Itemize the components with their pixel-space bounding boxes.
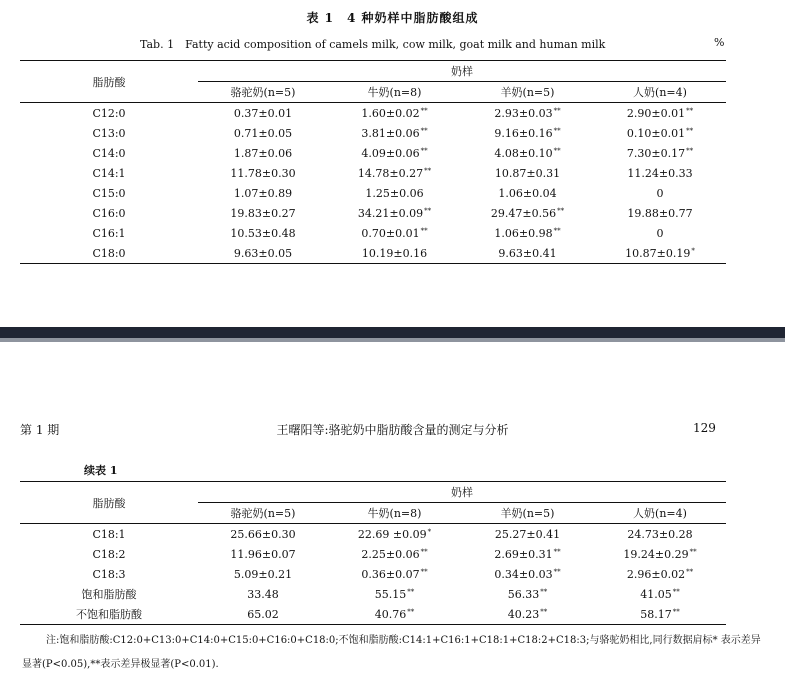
- cell-value: 34.21±0.09: [357, 206, 424, 220]
- table-cell: [328, 584, 461, 604]
- table-cell: [198, 163, 328, 183]
- row-label: C16:0: [92, 206, 126, 220]
- cell-value: 55.15: [374, 587, 407, 601]
- page-separator-dark: [0, 327, 785, 338]
- significance-mark: **: [424, 206, 432, 215]
- row-label: 不饱和脂肪酸: [76, 608, 142, 621]
- table-cell: [461, 103, 594, 124]
- continued-table-label: 续表 1: [84, 464, 118, 477]
- significance-mark: **: [553, 547, 561, 556]
- row-label: C18:0: [92, 246, 126, 260]
- table-cell: [461, 544, 594, 564]
- table-cell: [198, 223, 328, 243]
- cell-value: 1.06±0.98: [494, 226, 553, 240]
- cell-value: 65.02: [247, 607, 279, 621]
- table-body: [20, 524, 726, 625]
- table-cell: [461, 143, 594, 163]
- table-row: [20, 163, 726, 183]
- significance-mark: **: [689, 547, 697, 556]
- cell-value: 0.71±0.05: [233, 126, 293, 140]
- column-header: 骆驼奶(n=5): [198, 82, 328, 103]
- table-cell: [198, 544, 328, 564]
- table-footnote: 注:饱和脂肪酸:C12:0+C13:0+C14:0+C15:0+C16:0+C18:0;不饱和脂肪酸:C14:1+C16:1+C18:1+C18:2+C18:3;与骆驼奶相比,同行数据肩标* 表示差异显著(P<0.05),**表示差异极显著(P<0.01).: [22, 635, 761, 670]
- table-row: [20, 584, 726, 604]
- table-row: [20, 524, 726, 545]
- table-title-en: Tab. 1 Fatty acid composition of camels milk, cow milk, goat milk and human milk: [140, 38, 606, 51]
- cell-value: 14.78±0.27: [357, 166, 424, 180]
- cell-value: 58.17: [640, 607, 672, 621]
- cell-value: 0.37±0.01: [233, 106, 293, 120]
- cell-value: 25.27±0.41: [494, 527, 561, 541]
- table-cell: [461, 243, 594, 264]
- significance-mark: **: [553, 567, 561, 576]
- row-label: C14:0: [92, 146, 126, 160]
- table-cell: [461, 564, 594, 584]
- table-cell: [594, 163, 726, 183]
- table-cell: [594, 123, 726, 143]
- cell-value: 2.25±0.06: [361, 547, 420, 561]
- significance-mark: **: [553, 146, 561, 155]
- cell-value: 9.63±0.05: [233, 246, 293, 260]
- significance-mark: **: [686, 106, 694, 115]
- cell-value: 0.70±0.01: [361, 226, 420, 240]
- table-title-cn: 表 1 4 种奶样中脂肪酸组成: [306, 11, 479, 25]
- table-cell: [594, 203, 726, 223]
- table-cell: [328, 243, 461, 264]
- table-cell: [461, 223, 594, 243]
- table-cell: [198, 564, 328, 584]
- cell-value: 10.87±0.31: [494, 166, 561, 180]
- cell-value: 0.10±0.01: [626, 126, 686, 140]
- table-body: [20, 103, 726, 264]
- table-cell: [594, 103, 726, 124]
- header-milk-sample: 奶样: [198, 482, 726, 503]
- cell-value: 33.48: [247, 587, 279, 601]
- cell-value: 2.69±0.31: [494, 547, 553, 561]
- cell-value: 25.66±0.30: [230, 527, 296, 541]
- fatty-acid-table: [20, 60, 726, 264]
- cell-value: 4.09±0.06: [361, 146, 420, 160]
- cell-value: 2.96±0.02: [626, 567, 686, 581]
- significance-mark: **: [686, 567, 694, 576]
- cell-value: 1.87±0.06: [233, 146, 293, 160]
- row-label: 饱和脂肪酸: [81, 588, 137, 601]
- table-cell: [198, 183, 328, 203]
- table-cell: [328, 143, 461, 163]
- significance-mark: **: [420, 567, 428, 576]
- table-cell: [594, 604, 726, 625]
- cell-value: 10.19±0.16: [361, 246, 428, 260]
- table-cell: [328, 564, 461, 584]
- table-cell: [198, 584, 328, 604]
- significance-mark: **: [420, 547, 428, 556]
- cell-value: 2.90±0.01: [626, 106, 686, 120]
- table-row: [20, 243, 726, 264]
- significance-mark: **: [553, 126, 561, 135]
- significance-mark: **: [672, 587, 680, 596]
- significance-mark: **: [553, 106, 561, 115]
- cell-value: 10.53±0.48: [230, 226, 296, 240]
- cell-value: 1.07±0.89: [233, 186, 293, 200]
- table-cell: [594, 584, 726, 604]
- table-row: [20, 223, 726, 243]
- table-cell: [461, 163, 594, 183]
- table-unit: %: [714, 36, 725, 49]
- table-cell: [198, 604, 328, 625]
- row-label: C14:1: [92, 166, 126, 180]
- column-header: 牛奶(n=8): [328, 82, 461, 103]
- significance-mark: **: [686, 146, 694, 155]
- table-cell: [594, 143, 726, 163]
- table-cell: [461, 183, 594, 203]
- cell-value: 5.09±0.21: [233, 567, 293, 581]
- column-header: 羊奶(n=5): [461, 503, 594, 524]
- table-cell: [198, 524, 328, 545]
- table-cell: [594, 524, 726, 545]
- page-separator-light: [0, 338, 785, 342]
- row-label: C18:2: [92, 547, 126, 561]
- column-header: 骆驼奶(n=5): [198, 503, 328, 524]
- cell-value: 9.16±0.16: [494, 126, 553, 140]
- running-title: 王曙阳等:骆驼奶中脂肪酸含量的测定与分析: [276, 423, 509, 437]
- cell-value: 19.83±0.27: [230, 206, 296, 220]
- page-number: 129: [693, 421, 716, 435]
- table-row: [20, 103, 726, 124]
- significance-mark: **: [407, 607, 415, 616]
- table-cell: [328, 544, 461, 564]
- table-row: [20, 564, 726, 584]
- fatty-acid-table-continued: [20, 481, 726, 625]
- cell-value: 3.81±0.06: [361, 126, 420, 140]
- column-header: 牛奶(n=8): [328, 503, 461, 524]
- significance-mark: **: [686, 126, 694, 135]
- column-header: 人奶(n=4): [594, 82, 726, 103]
- table-cell: [328, 123, 461, 143]
- row-label: C12:0: [92, 106, 126, 120]
- row-label: C18:3: [92, 567, 126, 581]
- cell-value: 56.33: [507, 587, 540, 601]
- cell-value: 1.25±0.06: [365, 186, 424, 200]
- cell-value: 10.87±0.19: [625, 246, 691, 260]
- cell-value: 29.47±0.56: [490, 206, 557, 220]
- significance-mark: **: [420, 146, 428, 155]
- significance-mark: *: [691, 246, 695, 255]
- cell-value: 4.08±0.10: [494, 146, 553, 160]
- cell-value: 24.73±0.28: [627, 527, 693, 541]
- table-cell: [461, 584, 594, 604]
- cell-value: 40.23: [507, 607, 540, 621]
- column-header: 人奶(n=4): [594, 503, 726, 524]
- cell-value: 1.60±0.02: [361, 106, 420, 120]
- table-cell: [198, 243, 328, 264]
- row-label: C13:0: [92, 126, 126, 140]
- cell-value: 11.24±0.33: [627, 166, 693, 180]
- significance-mark: **: [540, 587, 548, 596]
- significance-mark: **: [420, 106, 428, 115]
- significance-mark: **: [420, 126, 428, 135]
- cell-value: 0: [656, 186, 664, 200]
- column-header: 羊奶(n=5): [461, 82, 594, 103]
- table-cell: [328, 524, 461, 545]
- table-cell: [198, 123, 328, 143]
- cell-value: 19.88±0.77: [627, 206, 693, 220]
- table-cell: [328, 183, 461, 203]
- table-row: [20, 123, 726, 143]
- cell-value: 19.24±0.29: [623, 547, 689, 561]
- table-cell: [198, 203, 328, 223]
- table-cell: [594, 243, 726, 264]
- table-cell: [594, 544, 726, 564]
- row-label: C15:0: [92, 186, 126, 200]
- cell-value: 9.63±0.41: [498, 246, 557, 260]
- significance-mark: **: [420, 226, 428, 235]
- cell-value: 41.05: [640, 587, 672, 601]
- cell-value: 0.36±0.07: [361, 567, 420, 581]
- header-fatty-acid: 脂肪酸: [20, 482, 198, 524]
- header-fatty-acid: 脂肪酸: [20, 61, 198, 103]
- issue-number: 第 1 期: [20, 423, 60, 437]
- table-cell: [198, 103, 328, 124]
- significance-mark: **: [557, 206, 565, 215]
- table-row: [20, 183, 726, 203]
- row-label: C18:1: [92, 527, 126, 541]
- table-row: [20, 203, 726, 223]
- header-milk-sample: 奶样: [198, 61, 726, 82]
- cell-value: 11.96±0.07: [230, 547, 296, 561]
- table-cell: [461, 524, 594, 545]
- significance-mark: **: [407, 587, 415, 596]
- significance-mark: **: [672, 607, 680, 616]
- table-cell: [328, 103, 461, 124]
- table-row: [20, 143, 726, 163]
- significance-mark: **: [424, 166, 432, 175]
- table-cell: [594, 564, 726, 584]
- cell-value: 22.69 ±0.09: [357, 527, 427, 541]
- cell-value: 0.34±0.03: [494, 567, 553, 581]
- table-cell: [328, 203, 461, 223]
- table-cell: [328, 223, 461, 243]
- table-cell: [461, 123, 594, 143]
- table-cell: [461, 203, 594, 223]
- cell-value: 7.30±0.17: [626, 146, 686, 160]
- row-label: C16:1: [92, 226, 126, 240]
- table-cell: [328, 163, 461, 183]
- table-row: [20, 544, 726, 564]
- table-cell: [461, 604, 594, 625]
- cell-value: 1.06±0.04: [498, 186, 557, 200]
- significance-mark: *: [427, 527, 432, 536]
- significance-mark: **: [540, 607, 548, 616]
- cell-value: 11.78±0.30: [230, 166, 296, 180]
- cell-value: 2.93±0.03: [494, 106, 553, 120]
- table-row: [20, 604, 726, 625]
- cell-value: 0: [656, 226, 664, 240]
- table-cell: [594, 183, 726, 203]
- table-cell: [198, 143, 328, 163]
- table-cell: [328, 604, 461, 625]
- cell-value: 40.76: [374, 607, 407, 621]
- significance-mark: **: [553, 226, 561, 235]
- table-cell: [594, 223, 726, 243]
